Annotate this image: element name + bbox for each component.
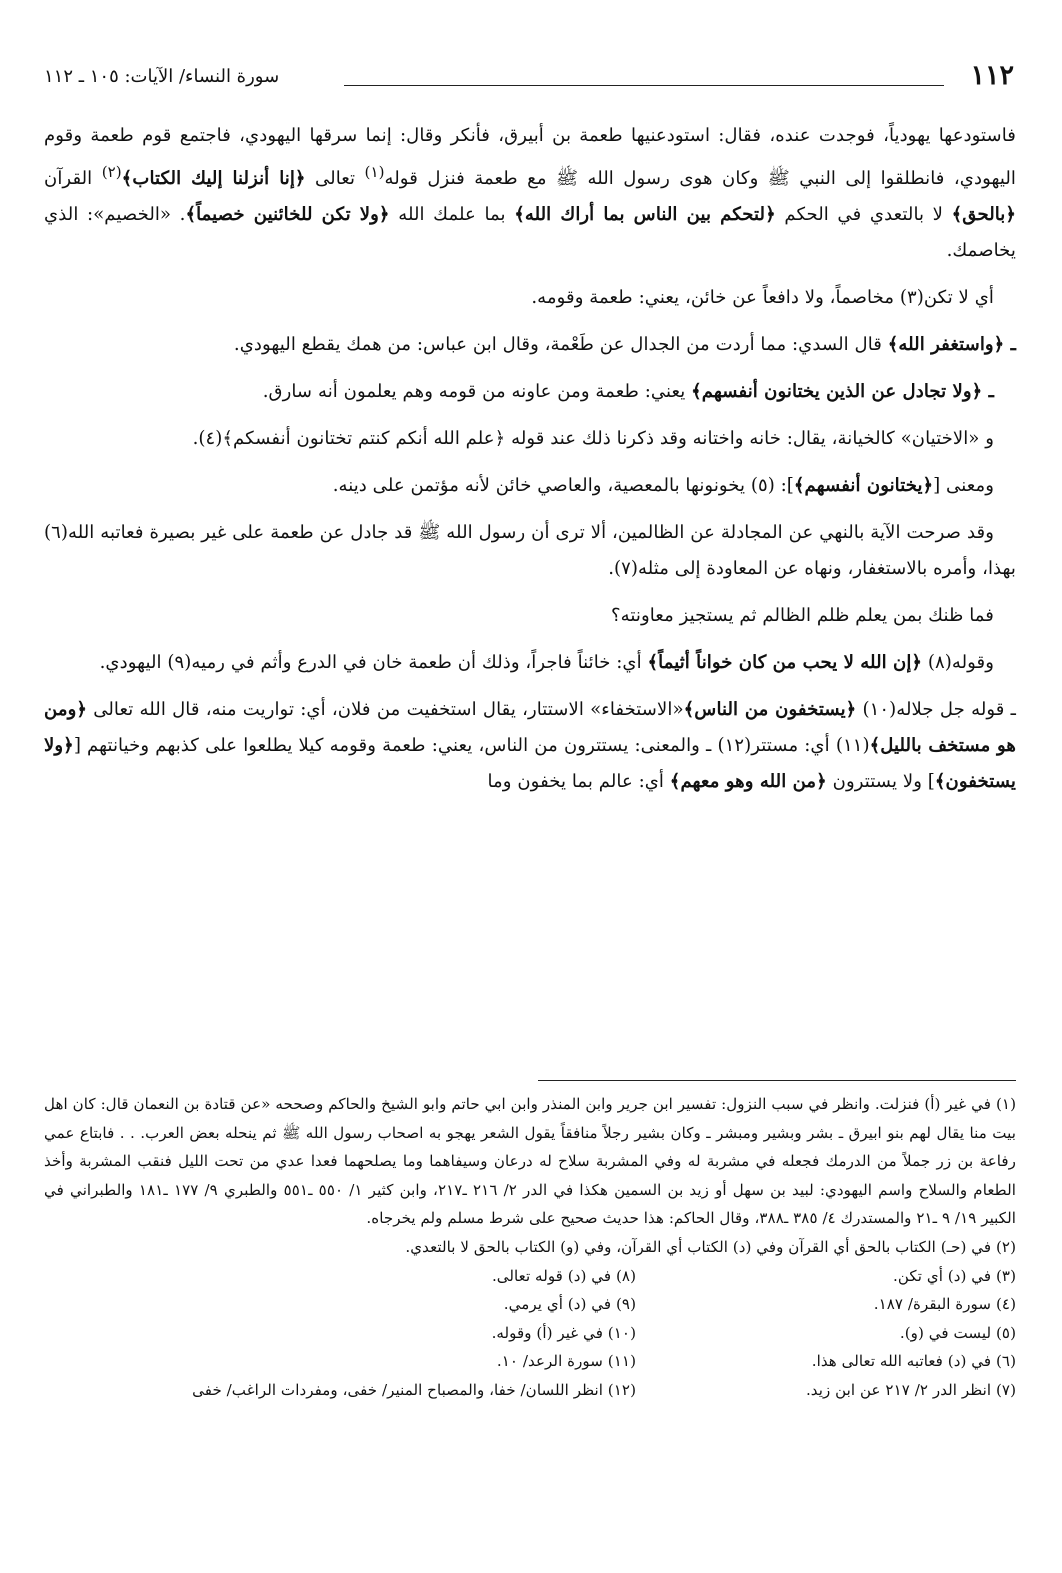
paragraph: و «الاختيان» كالخيانة، يقال: خانه واختانه وقد ذكرنا ذلك عند قوله ﴿علم الله أنكم كنتم تختانون أنفسكم﴾(٤). [192, 428, 994, 450]
footnote: (٥) ليست في (و). [899, 1323, 1016, 1342]
footnote: (١) في غير (أ) فنزلت. وانظر في سبب النزول: تفسير ابن جرير وابن المنذر وابن ابي حاتم وابو الشيخ والحاكم وصححه «عن قتادة بن النعمان قال: كان اهل بيت منا يقال لهم بنو ابيرق ـ بشر وبشير ومبشر ـ وكان بشير رجلاً منافقاً يقول الشعر يهجو به اصحاب رسول الله ﷺ ثم ينحله بعض العرب. . . فابتاع عمي رفاعة بن زر جملاً من الدرمك فجعله في مشربة له وفي المشربة سلاح له درعان وسيفاهما وما يصلحهما فعدا عدي من تحت الليل فنقب المشربة وأخذ الطعام والسلاح واسم اليهودي: لبيد بن سهل أو زيد بن السمين هكذا في الدر ٢/ ٢١٦ ـ٢١٧، وابن كثير ١/ ٥٥٠ ـ٥٥١ والطبري ٩/ ١٧٧ ـ١٨١ والطبراني في الكبير ١٩/ ٩ ـ٢١ والمستدرك ٤/ ٣٨٥ ـ٣٨٨، وقال الحاكم: هذا حديث صحيح على شرط مسلم ولم يخرجاه. [44, 1095, 1016, 1228]
paragraph: ـ ﴿واستغفر الله﴾ قال السدي: مما أردت من الجدال عن طَعْمة، وقال ابن عباس: من همك يقطع اليهودي. [233, 334, 1016, 356]
footnote: (٣) في (د) أي تكن. [893, 1266, 1016, 1285]
footnote: (٨) في (د) قوله تعالى. [491, 1266, 636, 1285]
header-rule [344, 85, 944, 86]
paragraph: وقد صرحت الآية بالنهي عن المجادلة عن الظالمين، ألا ترى أن رسول الله ﷺ قد جادل عن طعمة على غير بصيرة فعاتبه الله(٦) بهذا، وأمره بالاستغفار، ونهاه عن المعاودة إلى مثله(٧). [44, 522, 1016, 580]
page-number: ١١٢ [970, 60, 1014, 91]
paragraph: أي لا تكن(٣) مخاصماً، ولا دافعاً عن خائن، يعني: طعمة وقومه. [531, 287, 994, 309]
page-header [44, 60, 1016, 100]
footnote: (١٠) في غير (أ) وقوله. [491, 1323, 636, 1342]
footnote: (٩) في (د) أي يرمي. [503, 1295, 636, 1314]
running-title: سورة النساء/ الآيات: ١٠٥ ـ ١١٢ [44, 66, 280, 87]
footnote: (٧) انظر الدر ٢/ ٢١٧ عن ابن زيد. [805, 1380, 1016, 1399]
paragraph: ومعنى [﴿يختانون أنفسهم﴾]: (٥) يخونونها بالمعصية، والعاصي خائن لأنه مؤتمن على دينه. [332, 475, 994, 497]
main-text [44, 118, 1016, 800]
paragraph: ـ قوله جل جلاله(١٠) ﴿يستخفون من الناس﴾«الاستخفاء» الاستتار، يقال استخفيت من فلان، أي: تواريت منه، قال الله تعالى ﴿ومن هو مستخف بالليل﴾(١١) أي: مستتر(١٢) ـ والمعنى: يستترون من الناس، يعني: طعمة وقومه كيلا يطلعوا على كذبهم وخيانتهم [﴿ولا يستخفون﴾] ولا يستترون ﴿من الله وهو معهم﴾ أي: عالم بما يخفون وما [44, 699, 1017, 793]
paragraph: فما ظنك بمن يعلم ظلم الظالم ثم يستجيز معاونته؟ [611, 605, 994, 627]
footnote: (٦) في (د) فعاتبه الله تعالى هذا. [811, 1352, 1016, 1371]
footnote: (١٢) انظر اللسان/ خفا، والمصباح المنير/ خفى، ومفردات الراغب/ خفى [192, 1380, 636, 1399]
footnote: (٤) سورة البقرة/ ١٨٧. [873, 1295, 1016, 1314]
book-page [44, 60, 1017, 1399]
paragraph: فاستودعها يهودياً، فوجدت عنده، فقال: استودعنيها طعمة بن أبيرق، فأنكر وقال: إنما سرقها اليهودي، فاجتمع قوم طعمة وقوم اليهودي، فانطلقوا إلى النبي ﷺ وكان هوى رسول الله ﷺ مع طعمة فنزل قوله$^{(١)}$ تعالى ﴿إنا أنزلنا إليك الكتاب﴾$^{(٢)}$ القرآن ﴿بالحق﴾ لا بالتعدي في الحكم ﴿لتحكم بين الناس بما أراك الله﴾ بما علمك الله ﴿ولا تكن للخائنين خصيماً﴾. «الخصيم»: الذي يخاصمك. [44, 125, 1017, 262]
footnotes [44, 1090, 1016, 1405]
paragraph: ـ ﴿ولا تجادل عن الذين يختانون أنفسهم﴾ يعني: طعمة ومن عاونه من قومه وهم يعلمون أنه سارق. [262, 381, 994, 403]
footnote: (٢) في (حـ) الكتاب بالحق أي القرآن وفي (د) الكتاب أي القرآن، وفي (و) الكتاب بالحق لا بالتعدي. [405, 1237, 1016, 1256]
paragraph: وقوله(٨) ﴿إن الله لا يحب من كان خواناً أثيماً﴾ أي: خائناً فاجراً، وذلك أن طعمة خان في الدرع وأثم في رميه(٩) اليهودي. [99, 652, 994, 674]
footnote-rule [538, 1080, 1016, 1081]
footnote: (١١) سورة الرعد/ ١٠. [496, 1352, 636, 1371]
footnote-columns [44, 1262, 1016, 1405]
